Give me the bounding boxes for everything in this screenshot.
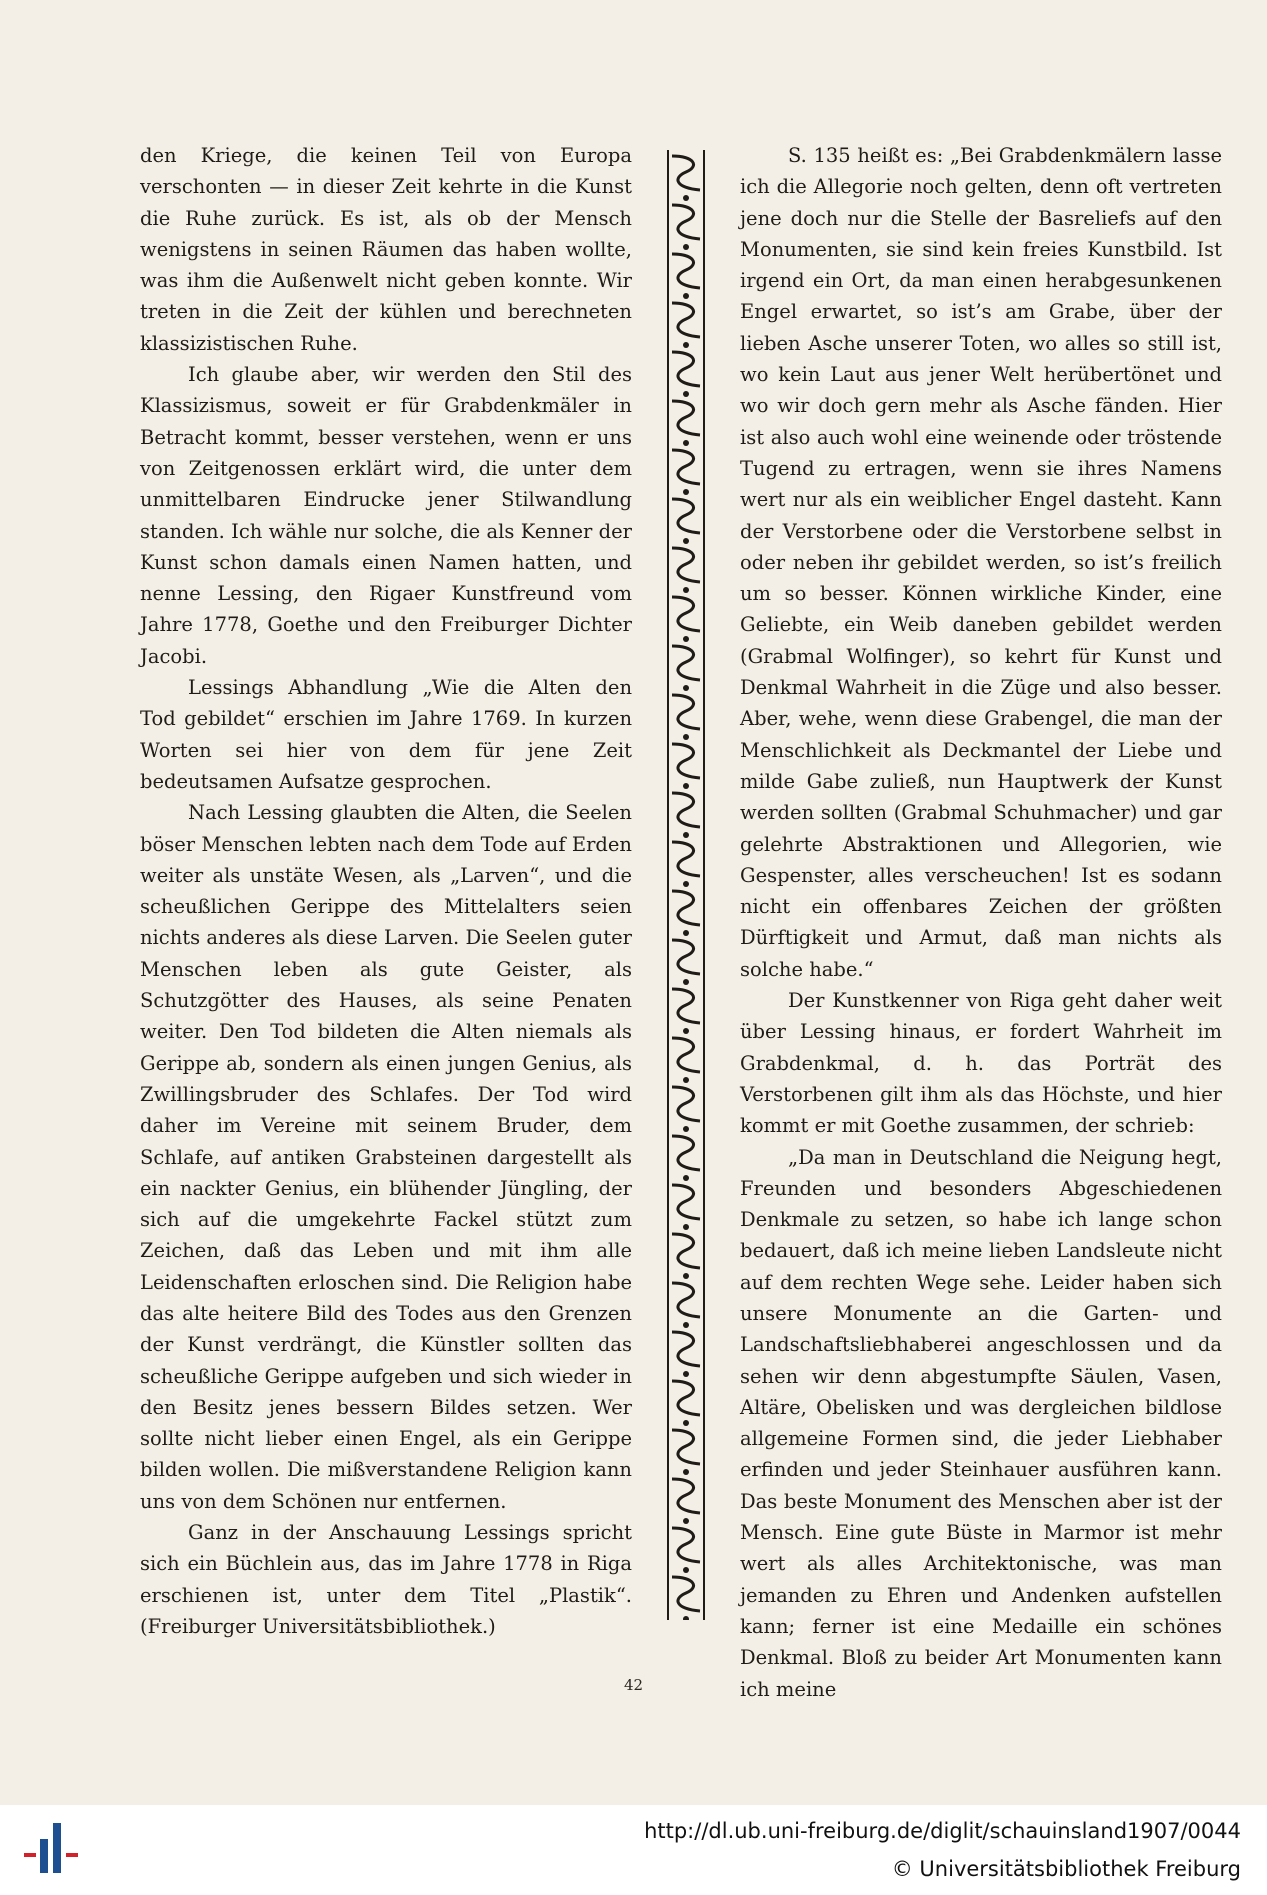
paragraph: Ich glaube aber, wir werden den Stil des Klassizismus, soweit er für Grabdenkmäler in Betracht kommt, besser verstehen, wenn er uns von Zeitgenossen erklärt wird, die unter dem unmittelbaren Eindrucke jener Stilwandlung standen. Ich wähle nur solche, die als Kenner der Kunst schon damals einen Namen hatten, und nenne Lessing, den Rigaer Kunstfreund vom Jahre 1778, Goethe und den Freiburger Dichter Jacobi. xyxy=(140,363,632,668)
ornament-border-icon xyxy=(664,150,708,1620)
right-text-column xyxy=(740,140,1222,1705)
footer-bar xyxy=(0,1805,1267,1895)
paragraph: Der Kunstkenner von Riga geht daher weit über Lessing hinaus, er fordert Wahrheit im Grabdenkmal, d. h. das Porträt des Verstorbenen gilt ihm als das Höchste, und hier kommt er mit Goethe zusammen, der schrieb: xyxy=(740,989,1222,1138)
left-text-column xyxy=(140,140,632,1642)
page-number: 42 xyxy=(623,1676,644,1694)
university-library-logo-icon xyxy=(20,1817,84,1883)
paragraph: S. 135 heißt es: „Bei Grabdenkmälern lasse ich die Allegorie noch gelten, denn oft vertreten jene doch nur die Stelle der Basreliefs auf den Monumenten, sie sind kein freies Kunstbild. Ist irgend ein Ort, da man einen herabgesunkenen Engel erwartet, so ist’s am Grabe, über der lieben Asche unserer Toten, wo alles so still ist, wo kein Laut aus jener Welt herübertönet und wo wir doch gern mehr als Asche fänden. Hier ist also auch wohl eine weinende oder tröstende Tugend zu ertragen, wenn sie ihres Namens wert nur als ein weiblicher Engel dasteht. Kann der Verstorbene oder die Verstorbene selbst in oder neben ihr gebildet werden, so ist’s freilich um so besser. Können wirkliche Kinder, eine Geliebte, ein Weib daneben gebildet werden (Grabmal Wolfinger), so kehrt für Kunst und Denkmal Wahrheit in die Züge und also besser. Aber, wehe, wenn diese Grabengel, die man der Menschlichkeit als Deckmantel der Liebe und milde Gabe zuließ, nun Hauptwerk der Kunst werden sollten (Grabmal Schuhmacher) und gar gelehrte Abstraktionen und Allegorien, wie Gespenster, alles verscheuchen! Ist es sodann nicht ein offenbares Zeichen der größten Dürftigkeit und Armut, daß man nichts als solche habe.“ xyxy=(740,144,1222,981)
paragraph: Lessings Abhandlung „Wie die Alten den Tod gebildet“ erschien im Jahre 1769. In kurzen Worten sei hier von dem für jene Zeit bedeutsamen Aufsatze gesprochen. xyxy=(140,676,632,793)
paragraph: den Kriege, die keinen Teil von Europa verschonten — in dieser Zeit kehrte in die Kunst die Ruhe zurück. Es ist, als ob der Mensch wenigstens in seinen Räumen das haben wollte, was ihm die Außenwelt nicht geben konnte. Wir treten in die Zeit der kühlen und berechneten klassizistischen Ruhe. xyxy=(140,144,632,355)
copyright-notice: © Universitätsbibliothek Freiburg xyxy=(891,1857,1241,1881)
document-url-link[interactable]: http://dl.ub.uni-freiburg.de/diglit/schauinsland1907/0044 xyxy=(644,1819,1241,1843)
paragraph: „Da man in Deutschland die Neigung hegt, Freunden und besonders Abgeschiedenen Denkmale zu setzen, so habe ich lange schon bedauert, daß ich meine lieben Landsleute nicht auf dem rechten Wege sehe. Leider haben sich unsere Monumente an die Garten- und Landschaftsliebhaberei angeschlossen und da sehen wir denn abgestumpfte Säulen, Vasen, Altäre, Obelisken und was dergleichen bildlose allgemeine Formen sind, die jeder Liebhaber erfinden und jeder Steinhauer ausführen kann. Das beste Monument des Menschen aber ist der Mensch. Eine gute Büste in Marmor ist mehr wert als alles Architektonische, was man jemanden zu Ehren und Andenken aufstellen kann; ferner ist eine Medaille ein schönes Denkmal. Bloß zu beider Art Monumenten kann ich meine xyxy=(740,1145,1222,1701)
paragraph: Nach Lessing glaubten die Alten, die Seelen böser Menschen lebten nach dem Tode auf Erden weiter als unstäte Wesen, als „Larven“, und die scheußlichen Gerippe des Mittelalters seien nichts anderes als diese Larven. Die Seelen guter Menschen leben als gute Geister, als Schutzgötter des Hauses, als seine Penaten weiter. Den Tod bildeten die Alten niemals als Gerippe ab, sondern als einen jungen Genius, als Zwillingsbruder des Schlafes. Der Tod wird daher im Vereine mit seinem Bruder, dem Schlafe, auf antiken Grabsteinen dargestellt als ein nackter Genius, ein blühender Jüngling, der sich auf die umgekehrte Fackel stützt zum Zeichen, daß das Leben und mit ihm alle Leidenschaften erloschen sind. Die Religion habe das alte heitere Bild des Todes aus den Grenzen der Kunst verdrängt, die Künstler sollten das scheußliche Gerippe aufgeben und sich wieder in den Besitz jenes bessern Bildes setzen. Wer sollte nicht lieber einen Engel, als ein Gerippe bilden wollen. Die mißverstandene Religion kann uns von dem Schönen nur entfernen. xyxy=(140,801,632,1513)
paragraph: Ganz in der Anschauung Lessings spricht sich ein Büchlein aus, das im Jahre 1778 in Riga erschienen ist, unter dem Titel „Plastik“. (Freiburger Universitätsbibliothek.) xyxy=(140,1521,632,1638)
